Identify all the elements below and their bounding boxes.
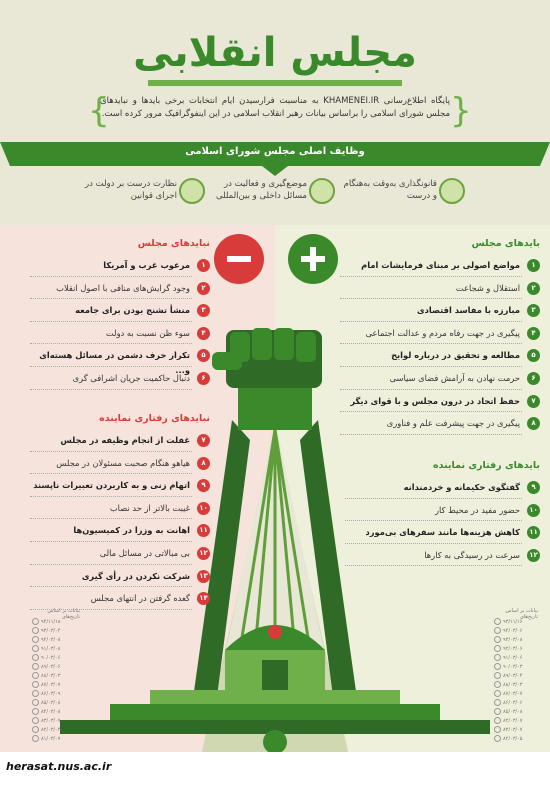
date-item: ۸۲/۰۳/۰۵	[492, 735, 522, 744]
duties-band-title: وظایف اصلی مجلس شورای اسلامی	[185, 146, 365, 157]
bullet-icon	[494, 618, 501, 625]
list-item: ۲ استقلال و شجاعت	[340, 281, 540, 304]
donts-title: نبایدهای مجلس	[137, 238, 210, 249]
page-title: مجلس انقلابی	[133, 30, 417, 76]
bullet-icon	[494, 627, 501, 634]
minus-icon	[214, 234, 264, 284]
base-step-1	[150, 690, 400, 704]
bullet-icon	[32, 627, 39, 634]
footer-url: herasat.nus.ac.ir	[6, 760, 112, 773]
bullet-icon	[494, 717, 501, 724]
brace-left-icon: {	[88, 91, 110, 131]
date-item: ۹۳/۱۱/۱۶	[492, 618, 522, 627]
list-item: ۱۱ کاهش هزینه‌ها مانند سفرهای بی‌مورد	[345, 525, 540, 548]
list-item: ۵ تکرار حرف دشمن در مسائل هسته‌ای و...	[30, 348, 210, 371]
date-item: ۹۰/۰۳/۰۶	[30, 654, 60, 663]
bullet-icon	[494, 735, 501, 742]
bullet-icon	[494, 681, 501, 688]
bullet-icon	[32, 690, 39, 697]
date-item: ۸۳/۰۳/۰۷	[492, 726, 522, 735]
list-item: ۱۲ بی مبالاتی در مسائل مالی	[30, 546, 210, 569]
bullet-icon	[32, 735, 39, 742]
globe-icon	[309, 178, 335, 204]
bullet-icon	[494, 672, 501, 679]
list-item: ۷ غفلت از انجام وظیفه در مجلس	[30, 433, 210, 456]
bullet-icon	[32, 708, 39, 715]
bullet-icon	[32, 654, 39, 661]
list-item: ۱ مرعوب غرب و آمریکا	[30, 258, 210, 281]
bullet-icon	[494, 654, 501, 661]
emblem-icon	[268, 625, 282, 639]
parliament-door	[262, 660, 288, 690]
list-item: ۱۰ غیبت بالاتر از حد نصاب	[30, 501, 210, 524]
plus-icon	[288, 234, 338, 284]
date-item: ۹۰/۰۳/۰۳	[492, 663, 522, 672]
title-underline	[148, 80, 402, 86]
bullet-icon	[32, 699, 39, 706]
date-item: ۸۸/۰۳/۰۳	[30, 672, 60, 681]
bullet-icon	[32, 663, 39, 670]
magnifier-icon	[179, 178, 205, 204]
fist-thumb	[212, 352, 242, 370]
bullet-icon	[32, 618, 39, 625]
bullet-icon	[32, 645, 39, 652]
date-item: ۸۹/۰۳/۰۴	[492, 672, 522, 681]
fist-finger-4	[296, 332, 316, 362]
dates-right	[492, 618, 522, 744]
date-item: ۸۶/۰۳/۰۹	[30, 690, 60, 699]
duty-legislation	[335, 176, 465, 212]
date-item: ۸۴/۰۳/۰۷	[492, 717, 522, 726]
date-item: ۸۵/۰۳/۰۸	[30, 699, 60, 708]
scales-icon	[439, 178, 465, 204]
bullet-icon	[494, 663, 501, 670]
list-item: ۸ هیاهو هنگام صحبت مسئولان در مجلس	[30, 456, 210, 479]
list-item: ۴ سوء ظن نسبت به دولت	[30, 326, 210, 349]
list-item: ۹ گفتگوی حکیمانه و خردمندانه	[345, 480, 540, 503]
intro-paragraph: پایگاه اطلاع‌رسانی KHAMENEI.IR به مناسبت فرارسیدن ایام انتخابات برخی بایدها و نبایدهای مجلس شورای اسلامی را براساس بیانات رهبر انقلاب اسلامی در این اینفوگرافیک مرور کرده است.	[100, 96, 450, 119]
bullet-icon	[32, 717, 39, 724]
duty-text: موضع‌گیری و فعالیت در مسائل داخلی و بین‌المللی	[215, 179, 307, 201]
bullet-icon	[494, 636, 501, 643]
duty-position	[205, 176, 335, 212]
date-item: ۹۴/۰۳/۰۶	[492, 627, 522, 636]
list-item: ۳ مبارزه با مفاسد اقتصادی	[340, 303, 540, 326]
bullet-icon	[32, 681, 39, 688]
list-item: ۷ حفظ اتحاد در درون مجلس و با قوای دیگر	[340, 394, 540, 417]
musts-list	[340, 258, 540, 439]
date-item: ۹۲/۰۳/۰۶	[492, 645, 522, 654]
list-item: ۱۱ اهانت به وزرا در کمیسیون‌ها	[30, 523, 210, 546]
sources-title-left: بیانات بر اساس تاریخ‌های	[47, 608, 80, 620]
list-item: ۳ منشأ تشنج بودن برای جامعه	[30, 303, 210, 326]
duty-text: قانونگذاری به‌وقت به‌هنگام و درست	[343, 179, 437, 201]
date-item: ۸۶/۰۳/۰۶	[492, 699, 522, 708]
bullet-icon	[32, 726, 39, 733]
brace-right-icon: }	[450, 91, 472, 131]
bullet-icon	[494, 708, 501, 715]
date-item: ۸۸/۰۳/۰۳	[492, 681, 522, 690]
date-item: ۹۴/۱۱/۱۸	[30, 618, 60, 627]
date-item: ۸۷/۰۳/۰۷	[492, 690, 522, 699]
duty-text: نظارت درست بر دولت در اجرای قوانین	[85, 179, 177, 201]
list-item: ۱۰ حضور مفید در محیط کار	[345, 503, 540, 526]
base-step-2	[110, 704, 440, 720]
date-item: ۹۲/۰۳/۰۸	[30, 636, 60, 645]
date-item: ۹۱/۰۳/۰۶	[492, 654, 522, 663]
bullet-icon	[32, 636, 39, 643]
date-item: ۸۷/۰۳/۰۷	[30, 681, 60, 690]
donts-behavior-title: نبایدهای رفتاری نماینده	[99, 413, 210, 424]
date-item: ۹۳/۰۳/۰۸	[492, 636, 522, 645]
list-item: ۲ وجود گرایش‌های منافی با اصول انقلاب	[30, 281, 210, 304]
date-item: ۹۱/۰۳/۰۸	[30, 645, 60, 654]
date-item: ۸۴/۰۳/۰۸	[30, 708, 60, 717]
bullet-icon	[494, 726, 501, 733]
dates-left	[30, 618, 60, 744]
list-item: ۱۲ سرعت در رسیدگی به کارها	[345, 548, 540, 571]
list-item: ۸ پیگیری در جهت پیشرفت علم و فناوری	[340, 416, 540, 439]
bullet-icon	[494, 699, 501, 706]
list-item: ۶ حرمت نهادن به آرامش فضای سیاسی	[340, 371, 540, 394]
base-seal-icon	[263, 730, 287, 754]
list-item: ۱ مواضع اصولی بر مبنای فرمایشات امام	[340, 258, 540, 281]
bullet-icon	[494, 690, 501, 697]
duty-oversight	[75, 176, 205, 212]
fist-finger-3	[274, 328, 294, 360]
donts-behavior-list	[30, 433, 210, 614]
date-item: ۸۱/۰۳/۰۷	[30, 735, 60, 744]
musts-behavior-title: بایدهای رفتاری نماینده	[432, 460, 540, 471]
date-item: ۸۵/۰۳/۰۸	[492, 708, 522, 717]
list-item: ۱۴ گعده گرفتن در انتهای مجلس	[30, 591, 210, 614]
list-item: ۶ دنبال حاکمیت جریان اشرافی گری	[30, 371, 210, 394]
sources-title-right: بیانات بر اساس تاریخ‌های	[505, 608, 538, 620]
list-item: ۹ اتهام زنی و به کاربردن تعبیرات ناپسند	[30, 478, 210, 501]
bullet-icon	[32, 672, 39, 679]
date-item: ۸۲/۰۳/۰۴	[30, 726, 60, 735]
fist-finger-2	[252, 328, 272, 360]
date-item: ۸۳/۰۳/۰۷	[30, 717, 60, 726]
donts-list	[30, 258, 210, 394]
list-item: ۴ پیگیری در جهت رفاه مردم و عدالت اجتماعی	[340, 326, 540, 349]
bullet-icon	[494, 645, 501, 652]
list-item: ۵ مطالعه و تحقیق در درباره لوایح	[340, 348, 540, 371]
list-item: ۱۳ شرکت نکردن در رأی گیری	[30, 569, 210, 592]
musts-title: بایدهای مجلس	[471, 238, 540, 249]
musts-behavior-list	[345, 480, 540, 570]
band-pointer	[262, 166, 288, 176]
date-item: ۹۳/۰۳/۰۴	[30, 627, 60, 636]
date-item: ۸۹/۰۳/۰۶	[30, 663, 60, 672]
